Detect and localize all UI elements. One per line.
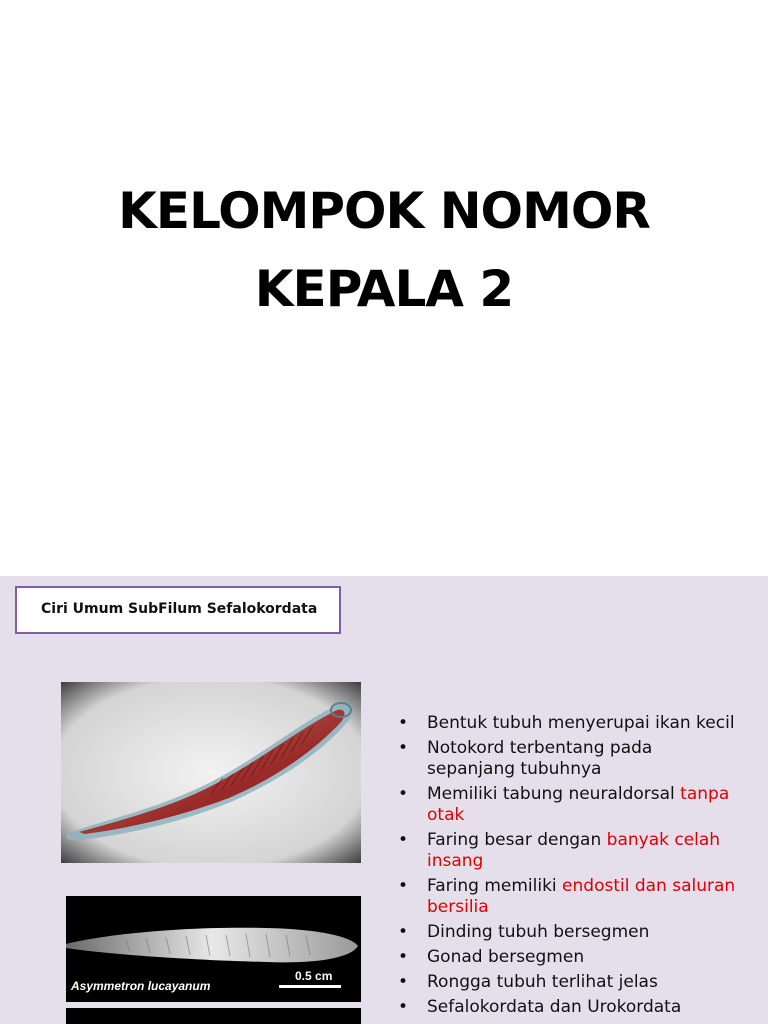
bullet-item — [398, 997, 738, 1018]
bullet-text: Faring besar dengan — [427, 830, 607, 850]
bullet-item — [398, 738, 738, 780]
bullet-item — [398, 972, 738, 993]
title-line-1: KELOMPOK NOMOR — [118, 182, 650, 240]
third-photo-partial — [66, 1008, 361, 1024]
bullet-text: Memiliki tabung neuraldorsal — [427, 784, 681, 804]
bullet-item — [398, 830, 738, 872]
bullet-text: Bentuk tubuh menyerupai ikan kecil — [427, 713, 735, 733]
heading-box — [15, 586, 341, 634]
lancelet-illustration — [61, 682, 361, 863]
bullet-text: Notokord terbentang pada sepanjang tubuhnya — [427, 738, 653, 779]
scale-bar — [279, 985, 341, 988]
bullet-item — [398, 784, 738, 826]
bullet-text: Gonad bersegmen — [427, 947, 585, 967]
species-caption: Asymmetron lucayanum — [71, 979, 211, 993]
bullet-text: Rongga tubuh terlihat jelas — [427, 972, 658, 992]
bullet-text: Dinding tubuh bersegmen — [427, 922, 650, 942]
bullet-item — [398, 876, 738, 918]
bullet-item — [398, 922, 738, 943]
bullet-text: Sefalokordata dan Urokordata — [427, 997, 682, 1017]
title-line-2: KEPALA 2 — [254, 260, 514, 318]
bullet-dot: • — [398, 947, 409, 967]
bullet-highlight: banyak celah insang — [427, 830, 721, 871]
bullet-dot: • — [398, 922, 409, 942]
content-slide — [0, 576, 768, 1024]
lancelet-photo — [61, 682, 361, 863]
slide-heading: Ciri Umum SubFilum Sefalokordata — [41, 601, 318, 617]
bullet-item — [398, 713, 738, 734]
asymmetron-photo — [66, 896, 361, 1002]
bullet-dot: • — [398, 713, 409, 733]
bullet-dot: • — [398, 997, 409, 1017]
scale-label: 0.5 cm — [295, 969, 333, 983]
bullet-dot: • — [398, 876, 409, 896]
bullet-dot: • — [398, 830, 409, 850]
bullet-dot: • — [398, 784, 409, 804]
bullet-text: Faring memiliki — [427, 876, 563, 896]
bullet-dot: • — [398, 972, 409, 992]
bullet-dot: • — [398, 738, 409, 758]
characteristics-list — [398, 713, 738, 1022]
bullet-item — [398, 947, 738, 968]
slide-title — [0, 172, 768, 328]
bullet-highlight: endostil dan saluran bersilia — [427, 876, 736, 917]
bullet-highlight: tanpa otak — [427, 784, 730, 825]
